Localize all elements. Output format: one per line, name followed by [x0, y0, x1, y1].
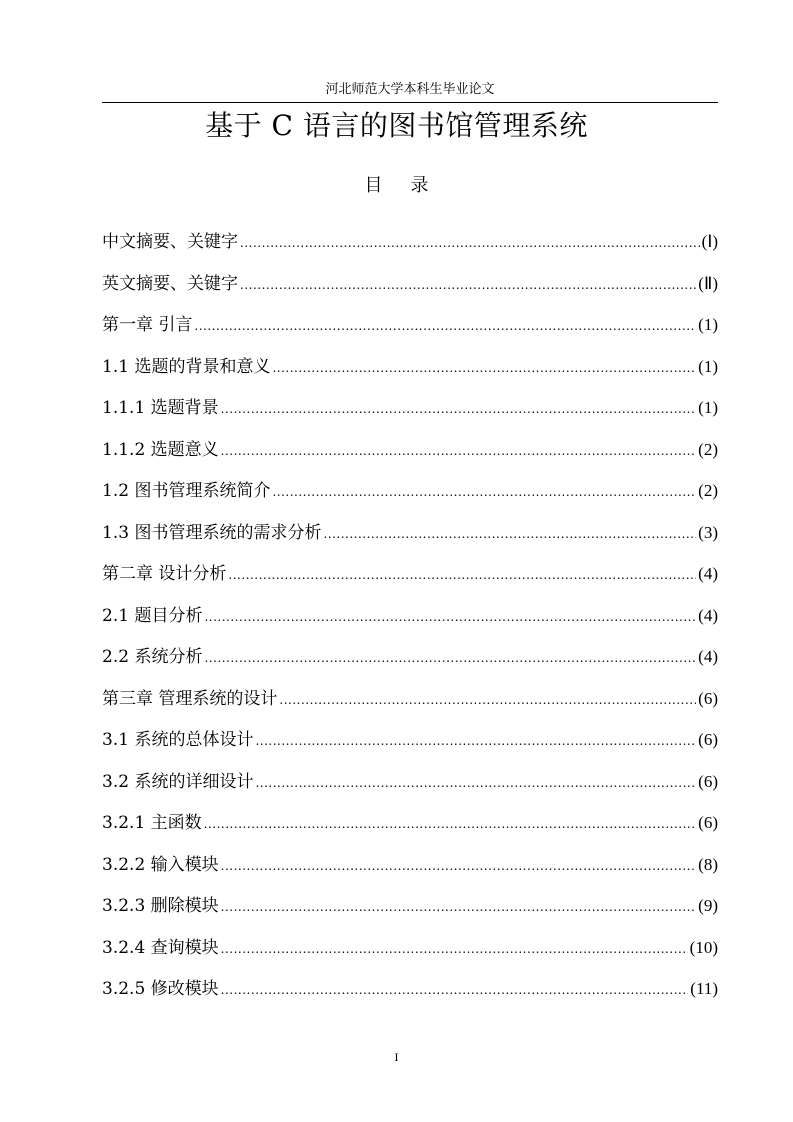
- toc-entry[interactable]: [102, 885, 718, 927]
- toc-entry-label: 3.2.1 主函数: [102, 813, 202, 833]
- toc-entry-label: 3.2 系统的详细设计: [102, 771, 254, 792]
- toc-leader-dots: [221, 970, 689, 1012]
- toc-entry-label: 2.1 题目分析: [102, 605, 203, 626]
- toc-entry-page: (11): [690, 979, 718, 998]
- toc-entry[interactable]: [102, 304, 718, 346]
- toc-entry-label: 第一章 引言: [102, 315, 193, 335]
- toc-entry[interactable]: [102, 678, 718, 720]
- running-header: 河北师范大学本科生毕业论文: [102, 80, 718, 103]
- toc-leader-dots: [204, 804, 697, 846]
- toc-entry-label: 1.2 图书管理系统简介: [102, 481, 271, 501]
- toc-entry-label: 3.1 系统的总体设计: [102, 730, 254, 750]
- toc-entry-page: (6): [698, 813, 718, 832]
- toc-leader-dots: [221, 846, 697, 888]
- page-number: I: [394, 1050, 399, 1064]
- toc-entry-page: (8): [698, 854, 718, 874]
- toc-entry[interactable]: [102, 802, 718, 844]
- toc-entry-page: (6): [698, 688, 718, 708]
- toc-entry[interactable]: [102, 470, 718, 512]
- toc-entry-page: (3): [698, 522, 718, 542]
- toc-entry-label: 1.1.2 选题意义: [102, 439, 219, 460]
- toc-leader-dots: [221, 887, 697, 929]
- toc-entry[interactable]: [102, 387, 718, 429]
- toc-entry-page: (1): [698, 356, 718, 376]
- toc-entry[interactable]: [102, 636, 718, 678]
- document-title: 基于 C 语言的图书馆管理系统: [205, 109, 588, 142]
- toc-entry-page: (1): [698, 398, 718, 417]
- toc-entry-page: (1): [698, 315, 718, 334]
- toc-entry-page: (9): [698, 896, 718, 915]
- toc-entry-page: (6): [698, 771, 718, 791]
- toc-entry-page: (4): [698, 605, 718, 625]
- toc-entry-label: 3.2.4 查询模块: [102, 937, 219, 958]
- toc-entry[interactable]: [102, 761, 718, 803]
- toc-leader-dots: [221, 431, 697, 473]
- toc-leader-dots: [255, 721, 696, 763]
- toc-entry-label: 1.1 选题的背景和意义: [102, 356, 271, 377]
- toc-entry[interactable]: [102, 512, 718, 554]
- toc-heading-char-1: 目: [364, 175, 383, 196]
- toc-leader-dots: [194, 306, 696, 348]
- toc-leader-dots: [255, 763, 696, 805]
- toc-entry-page: (10): [689, 937, 718, 957]
- toc-entry[interactable]: [102, 719, 718, 761]
- toc-entry[interactable]: [102, 844, 718, 886]
- toc-entry-page: (Ⅰ): [701, 232, 718, 251]
- toc-entry[interactable]: [102, 968, 718, 1010]
- toc-entry-page: (6): [698, 730, 718, 749]
- toc-leader-dots: [279, 680, 696, 722]
- toc-leader-dots: [221, 389, 697, 431]
- toc-heading: [0, 172, 793, 200]
- toc-entry-page: (4): [698, 647, 718, 666]
- toc-entry-page: (2): [698, 481, 718, 500]
- toc-entry-label: 中文摘要、关键字: [102, 232, 238, 252]
- toc-entry-label: 2.2 系统分析: [102, 647, 203, 667]
- toc-entry[interactable]: [102, 346, 718, 388]
- toc-leader-dots: [272, 472, 696, 514]
- toc-entry-page: (Ⅱ): [698, 273, 718, 293]
- toc-entry[interactable]: [102, 927, 718, 969]
- toc-leader-dots: [272, 348, 696, 390]
- toc-entry-page: (4): [698, 564, 718, 583]
- toc-entry-label: 第三章 管理系统的设计: [102, 688, 278, 709]
- table-of-contents: [102, 221, 718, 1010]
- toc-entry-label: 1.1.1 选题背景: [102, 398, 219, 418]
- toc-entry[interactable]: [102, 263, 718, 305]
- toc-leader-dots: [204, 597, 696, 639]
- toc-entry[interactable]: [102, 595, 718, 637]
- toc-entry-label: 3.2.5 修改模块: [102, 979, 219, 999]
- toc-entry[interactable]: [102, 429, 718, 471]
- toc-entry-label: 英文摘要、关键字: [102, 273, 238, 294]
- toc-heading-char-2: 录: [410, 175, 429, 196]
- toc-entry-label: 3.2.3 删除模块: [102, 896, 219, 916]
- toc-leader-dots: [323, 514, 696, 556]
- toc-leader-dots: [221, 929, 688, 971]
- toc-leader-dots: [228, 555, 696, 597]
- toc-entry-label: 3.2.2 输入模块: [102, 854, 219, 875]
- toc-entry-page: (2): [698, 439, 718, 459]
- toc-leader-dots: [240, 223, 700, 265]
- toc-entry-label: 第二章 设计分析: [102, 564, 227, 584]
- toc-leader-dots: [240, 265, 696, 307]
- toc-entry[interactable]: [102, 221, 718, 263]
- toc-leader-dots: [204, 638, 696, 680]
- toc-entry-label: 1.3 图书管理系统的需求分析: [102, 522, 322, 543]
- toc-entry[interactable]: [102, 553, 718, 595]
